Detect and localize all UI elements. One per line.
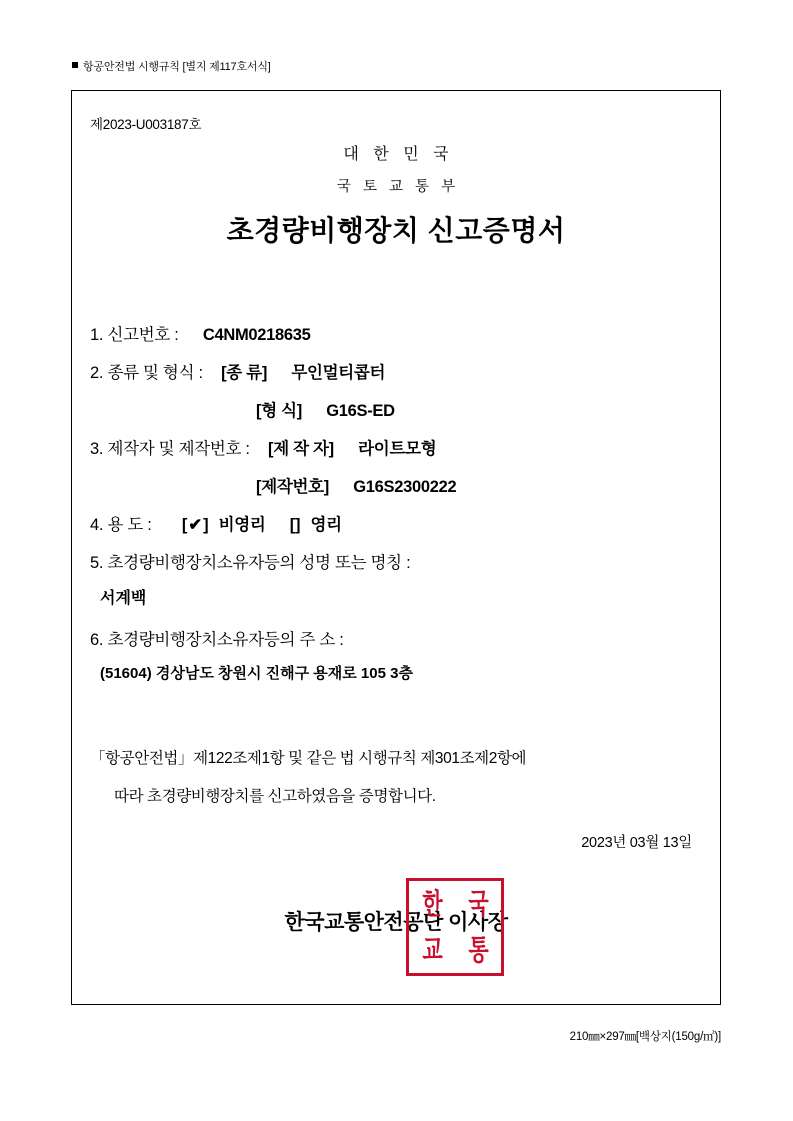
field-serial [90,473,702,497]
nation-title: 대 한 민 국 [343,146,454,163]
label-commercial: 영리 [310,516,342,534]
field-maker-value: 라이트모형 [358,440,437,458]
ministry-title: 국 토 교 통 부 [336,179,460,195]
document-number: 제2023-U003187호 [90,117,202,132]
checkbox-noncommercial[interactable]: [✔] [181,516,209,534]
field-kind [90,359,702,383]
field-kind-value: 무인멀티콥터 [291,364,386,382]
checkbox-commercial[interactable]: [] [289,516,301,534]
legal-statement [90,746,526,806]
legal-statement-line2: 따라 초경량비행장치를 신고하였음을 증명합니다. [114,788,436,805]
field-model-value: G16S-ED [326,402,395,420]
field-owner-name-value: 서계백 [100,590,147,607]
page-title: 초경량비행장치 신고증명서 [226,215,566,246]
square-bullet-icon [72,62,78,68]
label-noncommercial: 비영리 [218,516,266,534]
field-owner-address-value: (51604) 경상남도 창원시 진해구 용재로 105 3층 [100,665,413,682]
form-reference [72,58,271,74]
paper-specification-note: 210㎜×297㎜[백상지(150g/㎡)] [569,1031,721,1043]
seal-char-2: 국 [468,887,488,920]
checkmark-icon: ✔ [188,516,202,534]
field-registration-number [90,321,702,345]
field-registration-number-label: 1. 신고번호 : [90,326,179,344]
field-registration-number-value: C4NM0218635 [202,326,311,344]
field-purpose-label: 4. 용 도 : [90,516,152,534]
field-maker [90,435,702,459]
issuer-name: 한국교통안전공단 이사장 [284,911,508,934]
seal-char-3: 교 [422,933,442,966]
issue-date: 2023년 03월 13일 [581,835,692,851]
field-owner-name-label: 5. 초경량비행장치소유자등의 성명 또는 명칭 : [90,554,411,572]
form-reference-text: 항공안전법 시행규칙 [별지 제117호서식] [83,61,271,73]
field-model [90,397,702,421]
field-serial-bracket: [제작번호] [256,478,329,496]
certificate-border-box [71,90,721,1005]
field-kind-bracket: [종 류] [221,364,268,382]
field-owner-address-label: 6. 초경량비행장치소유자등의 주 소 : [90,631,344,649]
seal-char-4: 통 [468,933,488,966]
seal-char-1: 한 [422,887,442,920]
legal-statement-line1: 「항공안전법」제122조제1항 및 같은 법 시행규칙 제301조제2항에 [90,750,527,767]
field-maker-label: 3. 제작자 및 제작번호 : [90,440,250,458]
field-model-bracket: [형 식] [256,402,302,420]
field-serial-value: G16S2300222 [353,478,457,496]
field-maker-bracket: [제 작 자] [268,440,334,458]
field-purpose [90,511,702,535]
fields-section [90,321,702,683]
official-seal-stamp [406,878,504,976]
field-kind-label: 2. 종류 및 형식 : [90,364,203,382]
